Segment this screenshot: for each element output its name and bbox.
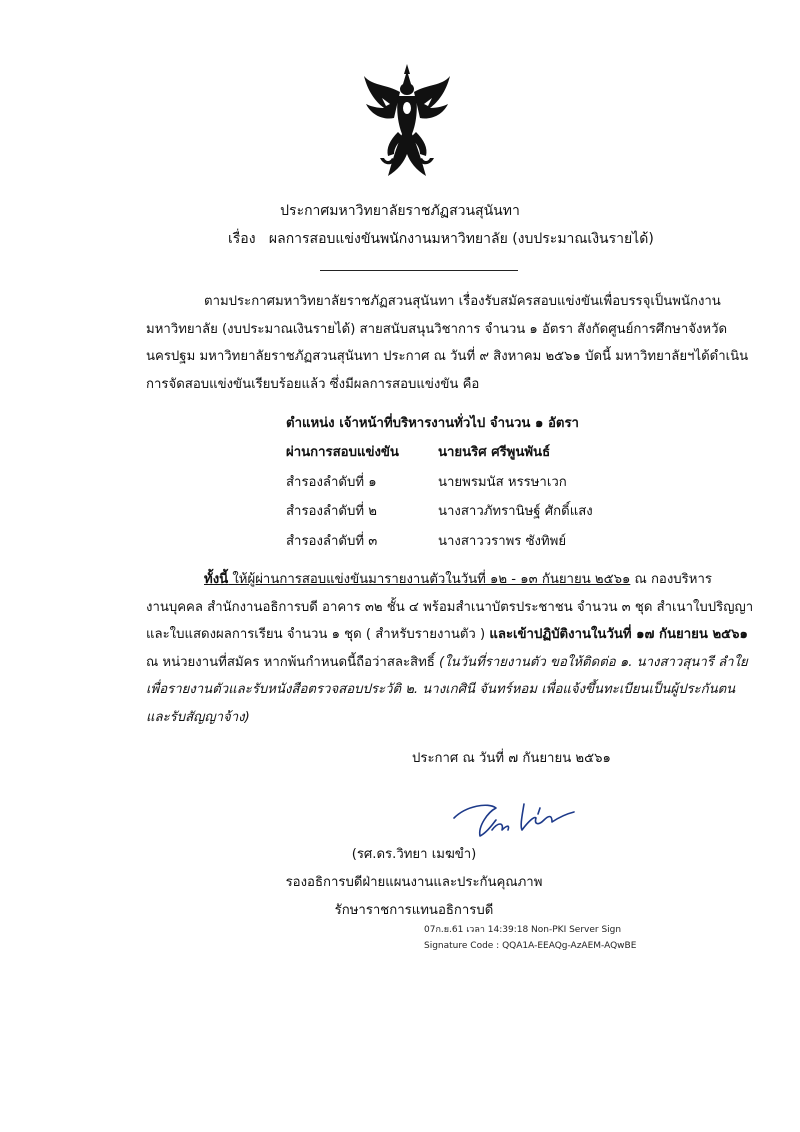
notice-text: และใบแสดงผลการเรียน จำนวน ๑ ชุด ( สำหรับรายงานตัว ) — [146, 627, 490, 642]
intro-line: มหาวิทยาลัย (งบประมาณเงินรายได้) สายสนับสนุนวิชาการ จำนวน ๑ อัตรา สังกัดศูนย์การศึกษาจังหวัด — [146, 321, 728, 337]
sign-timestamp: 07ก.ย.61 เวลา 14:39:18 Non-PKI Server Sign — [424, 925, 622, 935]
announcement-date: ประกาศ ณ วันที่ ๗ กันยายน ๒๕๖๑ — [412, 751, 611, 766]
intro-line: การจัดสอบแข่งขันเรียบร้อยแล้ว ซึ่งมีผลการสอบแข่งขัน คือ — [146, 376, 480, 392]
passed-name: นายนริศ ศรีพูนพันธ์ — [438, 445, 551, 460]
notice-paragraph — [146, 566, 754, 731]
reserve-label: สำรองลำดับที่ ๓ — [286, 534, 378, 549]
position-heading: ตำแหน่ง เจ้าหน้าที่บริหารงานทั่วไป จำนวน ๑ อัตรา — [286, 416, 579, 431]
reserve-label: สำรองลำดับที่ ๒ — [286, 504, 377, 519]
report-date-text: ให้ผู้ผ่านการสอบแข่งขันมารายงานตัวในวันที่ ๑๒ - ๑๓ กันยายน ๒๕๖๑ — [228, 572, 631, 587]
intro-paragraph — [146, 288, 749, 398]
start-date-text: และเข้าปฏิบัติงานในวันที่ ๑๗ กันยายน ๒๕๖๑ — [489, 627, 748, 642]
notice-line: และรับสัญญาจ้าง) — [146, 709, 250, 725]
notice-line: เพื่อรายงานตัวและรับหนังสือตรวจสอบประวัติ ๒. นางเกศินี จันทร์หอม เพื่อแจ้งขึ้นทะเบียนเป็นผู้ประกันตน — [146, 682, 736, 697]
garuda-emblem — [362, 62, 452, 182]
subject-line — [228, 230, 654, 248]
reserve-name: นายพรมนัส หรรษาเวก — [438, 475, 567, 490]
subject-text: ผลการสอบแข่งขันพนักงานมหาวิทยาลัย (งบประมาณเงินรายได้) — [268, 231, 654, 247]
handwritten-signature — [448, 792, 578, 844]
notice-line — [146, 566, 716, 594]
notice-text: ณ กองบริหาร — [630, 572, 712, 587]
reserve-label: สำรองลำดับที่ ๑ — [286, 475, 377, 490]
signer-name: (รศ.ดร.วิทยา เมฆขำ) — [351, 847, 477, 862]
passed-label: ผ่านการสอบแข่งขัน — [286, 445, 399, 460]
intro-line: นครปฐม มหาวิทยาลัยราชภัฏสวนสุนันทา ประกาศ ณ วันที่ ๙ สิงหาคม ๒๕๖๑ บัดนี้ มหาวิทยาลัยฯได้ดำเนิน — [146, 349, 749, 364]
notice-text: ณ หน่วยงานที่สมัคร หากพ้นกำหนดนี้ถือว่าสละสิทธิ์ — [146, 654, 440, 670]
signer-position: รองอธิการบดีฝ่ายแผนงานและประกันคุณภาพ — [285, 875, 543, 890]
signature-code: Signature Code : QQA1A-EEAQg-AzAEM-AQwBE — [424, 941, 637, 951]
notice-emphasis: ทั้งนี้ — [204, 572, 229, 587]
subject-label: เรื่อง — [228, 231, 256, 247]
contact-text: (ในวันที่รายงานตัว ขอให้ติดต่อ ๑. นางสาวสุนารี ลำใย — [439, 654, 748, 670]
reserve-name: นางสาววราพร ซังทิพย์ — [438, 534, 567, 549]
notice-line — [146, 621, 748, 649]
title-divider — [320, 270, 518, 271]
notice-line: งานบุคคล สำนักงานอธิการบดี อาคาร ๓๒ ชั้น ๔ พร้อมสำเนาบัตรประชาชน จำนวน ๓ ชุด สำเนาใบปริญญา — [146, 599, 754, 615]
intro-line: ตามประกาศมหาวิทยาลัยราชภัฏสวนสุนันทา เรื่องรับสมัครสอบแข่งขันเพื่อบรรจุเป็นพนักงาน — [204, 294, 721, 309]
signer-acting-role: รักษาราชการแทนอธิการบดี — [334, 903, 494, 918]
notice-line — [146, 649, 748, 677]
reserve-name: นางสาวภัทรานิษฐ์ ศักดิ์แสง — [438, 504, 593, 519]
announcement-title: ประกาศมหาวิทยาลัยราชภัฏสวนสุนันทา — [280, 203, 520, 219]
